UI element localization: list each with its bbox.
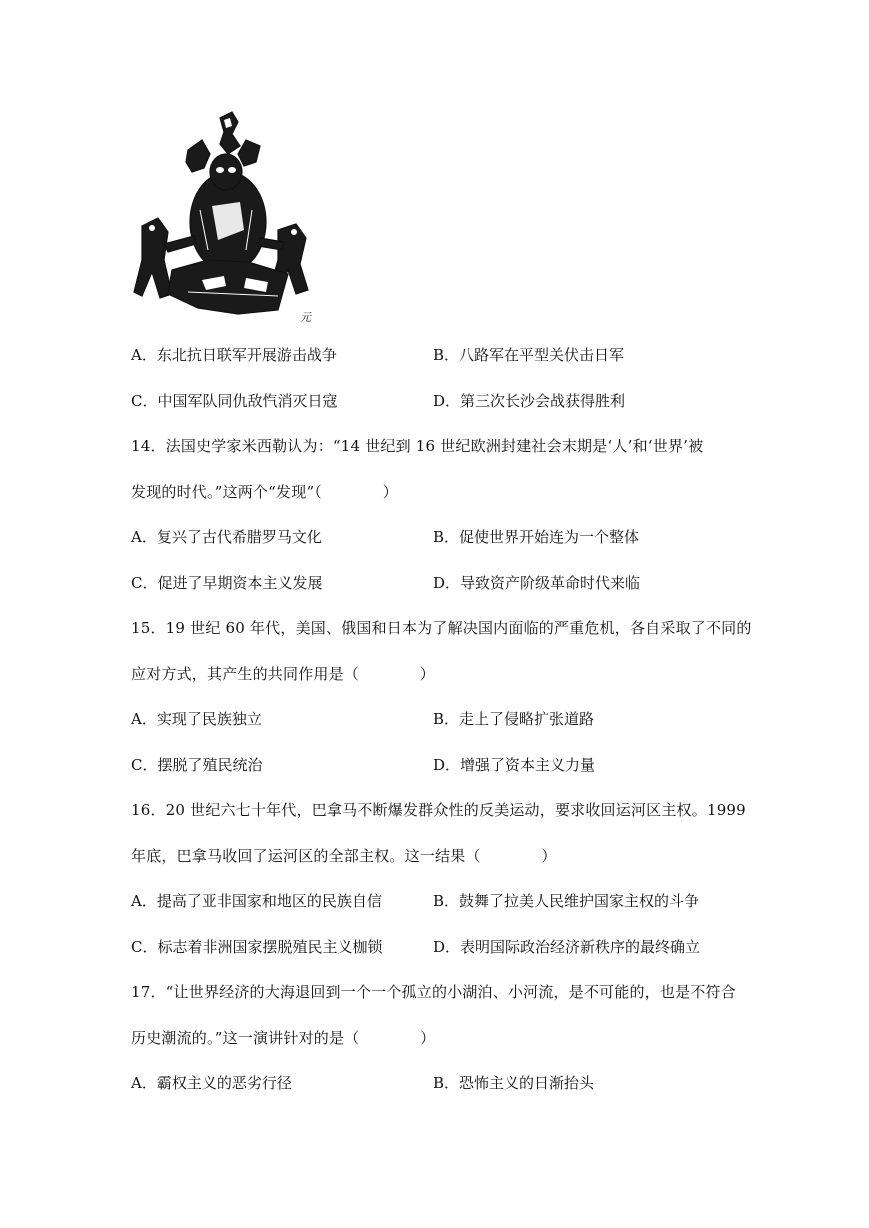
q14-stem-line2: 发现的时代。”这两个“发现”（ ） (131, 483, 399, 501)
q15-stem-line2: 应对方式，其产生的共同作用是（ ） (131, 665, 436, 683)
q16-option-d: D．表明国际政治经济新秩序的最终确立 (433, 938, 701, 956)
q13-option-b: B．八路军在平型关伏击日军 (433, 346, 625, 364)
q14-option-a: A．复兴了古代希腊罗马文化 (131, 528, 322, 546)
q16-stem-line1: 16．20 世纪六七十年代，巴拿马不断爆发群众性的反美运动，要求收回运河区主权。1999 (131, 801, 746, 819)
q17-stem-line1: 17．“让世界经济的大海退回到一个一个孤立的小湖泊、小河流，是不可能的，也是不符合 (131, 983, 736, 1001)
q13-option-c: C．中国军队同仇敌忾消灭日寇 (131, 392, 338, 410)
q15-option-a: A．实现了民族独立 (131, 710, 262, 728)
q14-stem-line1: 14．法国史学家米西勒认为：“14 世纪到 16 世纪欧洲封建社会末期是‘人’和‘世界’被 (131, 437, 704, 455)
q15-option-c: C．摆脱了殖民统治 (131, 756, 263, 774)
q15-stem-line1: 15．19 世纪 60 年代，美国、俄国和日本为了解决国内面临的严重危机，各自采取了不同的 (131, 619, 752, 637)
q13-option-a: A．东北抗日联军开展游击战争 (131, 346, 337, 364)
q15-option-b: B．走上了侵略扩张道路 (433, 710, 595, 728)
q15-option-d: D．增强了资本主义力量 (433, 756, 596, 774)
q17-option-a: A．霸权主义的恶劣行径 (131, 1074, 292, 1092)
q16-option-a: A．提高了亚非国家和地区的民族自信 (131, 892, 382, 910)
q16-option-c: C．标志着非洲国家摆脱殖民主义枷锁 (131, 938, 383, 956)
q17-stem-line2: 历史潮流的。”这一演讲针对的是（ ） (131, 1029, 436, 1047)
q17-option-b: B．恐怖主义的日渐抬头 (433, 1074, 595, 1092)
q14-option-c: C．促进了早期资本主义发展 (131, 574, 323, 592)
q16-stem-line2: 年底，巴拿马收回了运河区的全部主权。这一结果（ ） (131, 847, 557, 865)
cartoon-illustration (128, 110, 318, 325)
illustration-signature: 元 (300, 311, 311, 324)
q14-option-d: D．导致资产阶级革命时代来临 (433, 574, 641, 592)
q14-option-b: B．促使世界开始连为一个整体 (433, 528, 640, 546)
q16-option-b: B．鼓舞了拉美人民维护国家主权的斗争 (433, 892, 700, 910)
q13-option-d: D．第三次长沙会战获得胜利 (433, 392, 626, 410)
